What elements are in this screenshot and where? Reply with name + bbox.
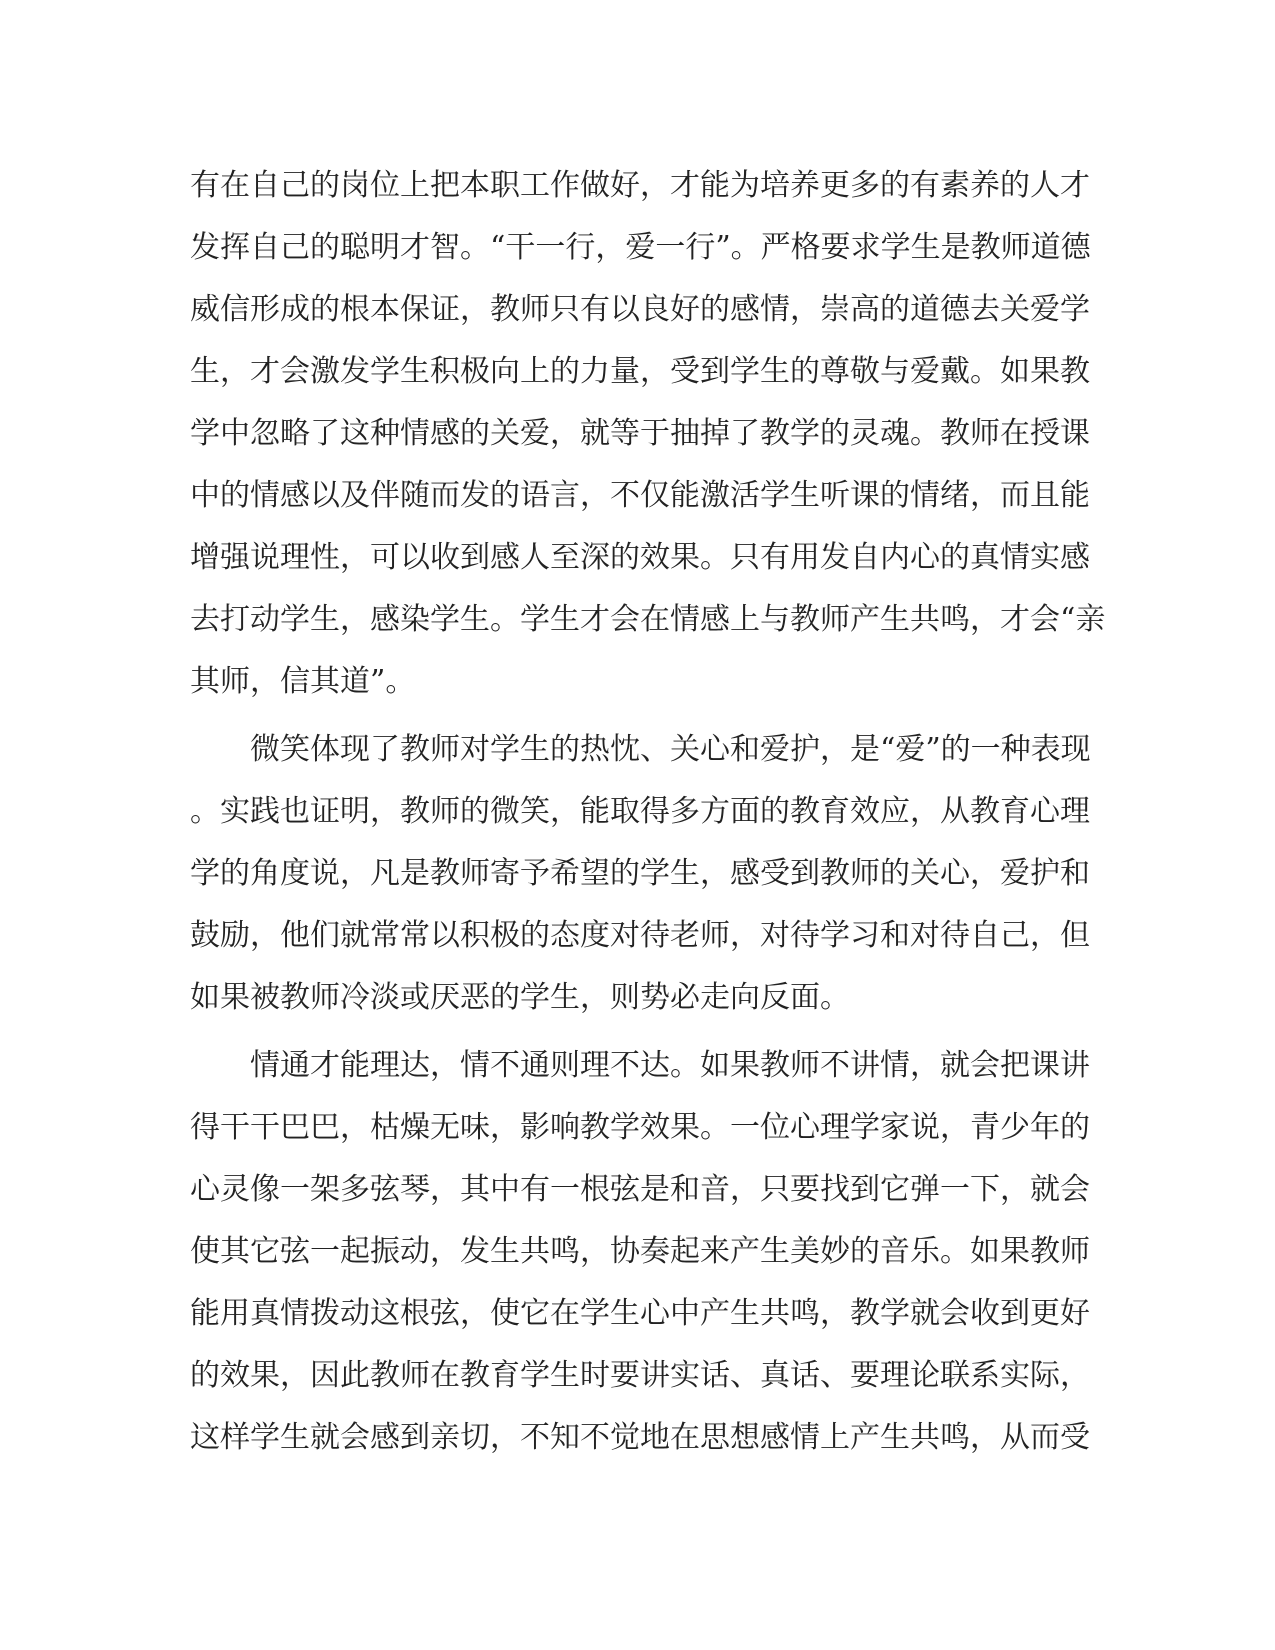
- text-line: 能用真情拨动这根弦，使它在学生心中产生共鸣，教学就会收到更好: [190, 1296, 1090, 1331]
- text-line: 。实践也证明，教师的微笑，能取得多方面的教育效应，从教育心理: [190, 794, 1090, 829]
- text-line: 如果被教师冷淡或厌恶的学生，则势必走向反面。: [190, 980, 850, 1015]
- text-line: 这样学生就会感到亲切，不知不觉地在思想感情上产生共鸣，从而受: [190, 1420, 1090, 1455]
- text-line: 有在自己的岗位上把本职工作做好，才能为培养更多的有素养的人才: [190, 168, 1090, 203]
- paragraph-start-line: 情通才能理达，情不通则理不达。如果教师不讲情，就会把课讲: [190, 1048, 1090, 1083]
- text-line: 去打动学生，感染学生。学生才会在情感上与教师产生共鸣，才会“亲: [190, 602, 1106, 637]
- text-line: 心灵像一架多弦琴，其中有一根弦是和音，只要找到它弹一下，就会: [190, 1172, 1090, 1207]
- body-text: [190, 155, 1106, 1469]
- text-line: 威信形成的根本保证，教师只有以良好的感情，崇高的道德去关爱学: [190, 292, 1090, 327]
- text-line: 的效果，因此教师在教育学生时要讲实话、真话、要理论联系实际，: [190, 1358, 1090, 1393]
- text-line: 得干干巴巴，枯燥无味，影响教学效果。一位心理学家说，青少年的: [190, 1110, 1090, 1145]
- text-line: 增强说理性，可以收到感人至深的效果。只有用发自内心的真情实感: [190, 540, 1090, 575]
- text-line: 其师，信其道”。: [190, 664, 416, 699]
- text-line: 生，才会激发学生积极向上的力量，受到学生的尊敬与爱戴。如果教: [190, 354, 1090, 389]
- text-line: 发挥自己的聪明才智。“干一行，爱一行”。严格要求学生是教师道德: [190, 230, 1091, 265]
- text-line: 鼓励，他们就常常以积极的态度对待老师，对待学习和对待自己，但: [190, 918, 1090, 953]
- paragraph-start-line: 微笑体现了教师对学生的热忱、关心和爱护，是“爱”的一种表现: [190, 732, 1091, 767]
- text-line: 中的情感以及伴随而发的语言，不仅能激活学生听课的情绪，而且能: [190, 478, 1090, 513]
- text-line: 学的角度说，凡是教师寄予希望的学生，感受到教师的关心，爱护和: [190, 856, 1090, 891]
- text-line: 学中忽略了这种情感的关爱，就等于抽掉了教学的灵魂。教师在授课: [190, 416, 1090, 451]
- text-line: 使其它弦一起振动，发生共鸣，协奏起来产生美妙的音乐。如果教师: [190, 1234, 1090, 1269]
